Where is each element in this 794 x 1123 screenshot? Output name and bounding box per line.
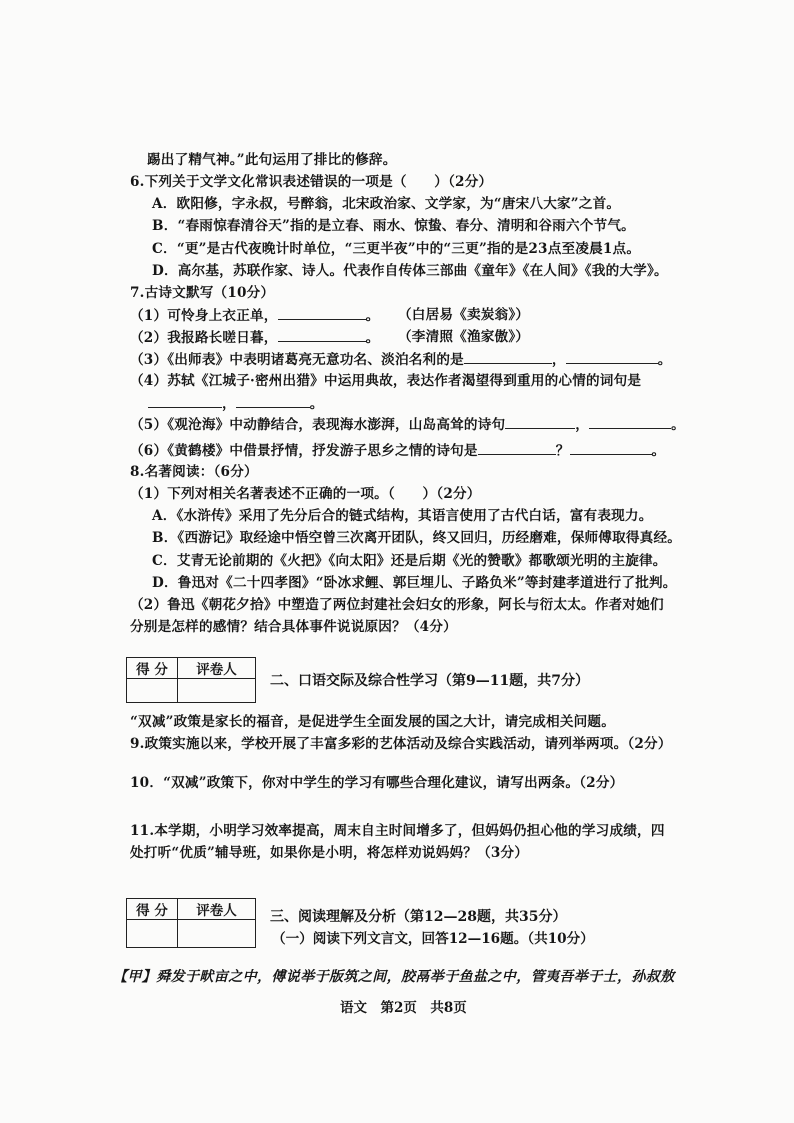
passage-jia-line: 【甲】舜发于畎亩之中，傅说举于版筑之间，胶鬲举于鱼盐之中，管夷吾举于士，孙叔敖	[113, 969, 675, 985]
answer-blank[interactable]	[278, 305, 366, 320]
q7-item-6-pre: （6）《黄鹤楼》中借景抒情，抒发游子思乡之情的诗句是	[130, 443, 478, 459]
score-label: 得 分	[127, 899, 178, 920]
q8-sub2-line1: （2）鲁迅《朝花夕拾》中塑造了两位封建社会妇女的形象，阿长与衍太太。作者对她们	[130, 597, 664, 613]
answer-blank[interactable]	[236, 393, 310, 408]
grader-label: 评卷人	[178, 899, 256, 920]
q7-item-1-source: （白居易《卖炭翁》）	[398, 307, 530, 323]
section3-subtitle: （一）阅读下列文言文，回答12—16题。（共10分）	[272, 931, 594, 947]
q7-item-3-pre: （3）《出师表》中表明诸葛亮无意功名、淡泊名利的是	[130, 352, 464, 368]
q7-item-6-post: 。	[651, 443, 666, 459]
q6-option-d: D．高尔基，苏联作家、诗人。代表作自传体三部曲《童年》《在人间》《我的大学》。	[152, 263, 668, 279]
score-cell[interactable]	[127, 679, 178, 703]
q8-option-c: C．艾青无论前期的《火把》《向太阳》还是后期《光的赞歌》都歌颂光明的主旋律。	[152, 553, 667, 569]
q7-item-3-mid: ，	[551, 352, 566, 368]
q11-line2: 处打听“优质”辅导班，如果你是小明，将怎样劝说妈妈？（3分）	[130, 845, 529, 861]
q7-item-5	[130, 414, 685, 435]
q7-item-2-source: （李清照《渔家傲》）	[398, 329, 530, 345]
q7-item-2-post: 。	[365, 330, 380, 346]
q7-item-4-mid: ，	[222, 396, 236, 412]
q7-item-4: （4）苏轼《江城子·密州出猎》中运用典故，表达作者渴望得到重用的心情的词句是	[130, 373, 642, 389]
q7-item-5-post: 。	[671, 417, 685, 433]
q7-item-1	[130, 305, 379, 326]
q7-stem: 7.古诗文默写（10分）	[130, 285, 275, 301]
q7-item-1-pre: （1）可怜身上衣正单，	[130, 308, 278, 324]
q7-item-2-pre: （2）我报路长嗟日暮，	[130, 330, 278, 346]
page-footer: 语文 第2页 共8页	[340, 1000, 467, 1016]
q8-option-a: A．《水浒传》采用了先分后合的链式结构，其语言使用了古代白话，富有表现力。	[152, 508, 653, 524]
q6-option-b: B．“春雨惊春清谷天”指的是立春、雨水、惊蛰、春分、清明和谷雨六个节气。	[152, 218, 635, 234]
q7-item-1-post: 。	[365, 308, 380, 324]
grader-cell[interactable]	[178, 920, 256, 948]
q7-item-4-cont	[148, 393, 324, 414]
score-label: 得 分	[127, 658, 178, 679]
grader-cell[interactable]	[178, 679, 256, 703]
q11-line1: 11.本学期，小明学习效率提高，周末自主时间增多了，但妈妈仍担心他的学习成绩，四	[130, 823, 665, 839]
answer-blank[interactable]	[464, 349, 552, 364]
section2-title: 二、口语交际及综合性学习（第9—11题，共7分）	[270, 673, 589, 689]
section2-intro: “双减”政策是家长的福音，是促进学生全面发展的国之大计，请完成相关问题。	[130, 714, 616, 730]
q8-sub2-line2: 分别是怎样的感情？结合具体事件说说原因？（4分）	[130, 619, 457, 635]
answer-blank[interactable]	[478, 440, 556, 455]
continuation-text: 踢出了精气神。”此句运用了排比的修辞。	[147, 152, 397, 168]
q6-option-c: C．“更”是古代夜晚计时单位，“三更半夜”中的“三更”指的是23点至凌晨1点。	[152, 241, 641, 257]
q7-item-6	[130, 440, 665, 461]
q8-option-d: D．鲁迅对《二十四孝图》“卧冰求鲤、郭巨埋儿、子路负米”等封建孝道进行了批判。	[152, 575, 677, 591]
q7-item-6-mid: ？	[555, 443, 570, 459]
q7-item-5-mid: ，	[575, 417, 590, 433]
q7-item-3	[130, 349, 672, 370]
q6-option-a: A．欧阳修，字永叔，号醉翁，北宋政治家、文学家，为“唐宋八大家”之首。	[152, 196, 621, 212]
section3-title: 三、阅读理解及分析（第12—28题，共35分）	[270, 909, 567, 925]
q8-option-b: B．《西游记》取经途中悟空曾三次离开团队，终又回归，历经磨难，保师傅取得真经。	[152, 530, 682, 546]
q8-sub1: （1）下列对相关名著表述不正确的一项。（ ）（2分）	[130, 486, 481, 502]
q10-text: 10．“双减”政策下，你对中学生的学习有哪些合理化建议，请写出两条。（2分）	[130, 775, 624, 791]
score-box-section2	[126, 657, 256, 703]
grader-label: 评卷人	[178, 658, 256, 679]
answer-blank[interactable]	[589, 414, 671, 429]
q8-stem: 8.名著阅读：（6分）	[130, 464, 258, 480]
q7-item-3-post: 。	[657, 352, 672, 368]
score-cell[interactable]	[127, 920, 178, 948]
q9-text: 9.政策实施以来，学校开展了丰富多彩的艺体活动及综合实践活动，请列举两项。（2分）	[130, 736, 672, 752]
score-box-section3	[126, 898, 256, 948]
answer-blank[interactable]	[505, 414, 575, 429]
q7-item-4-post: 。	[309, 396, 324, 412]
answer-blank[interactable]	[278, 327, 366, 342]
q7-item-5-pre: （5）《观沧海》中动静结合，表现海水澎湃，山岛高耸的诗句	[130, 417, 506, 433]
answer-blank[interactable]	[566, 349, 658, 364]
answer-blank[interactable]	[570, 440, 652, 455]
answer-blank[interactable]	[148, 393, 222, 408]
q7-item-2	[130, 327, 379, 348]
q6-stem: 6.下列关于文学文化常识表述错误的一项是（ ）（2分）	[130, 174, 493, 190]
